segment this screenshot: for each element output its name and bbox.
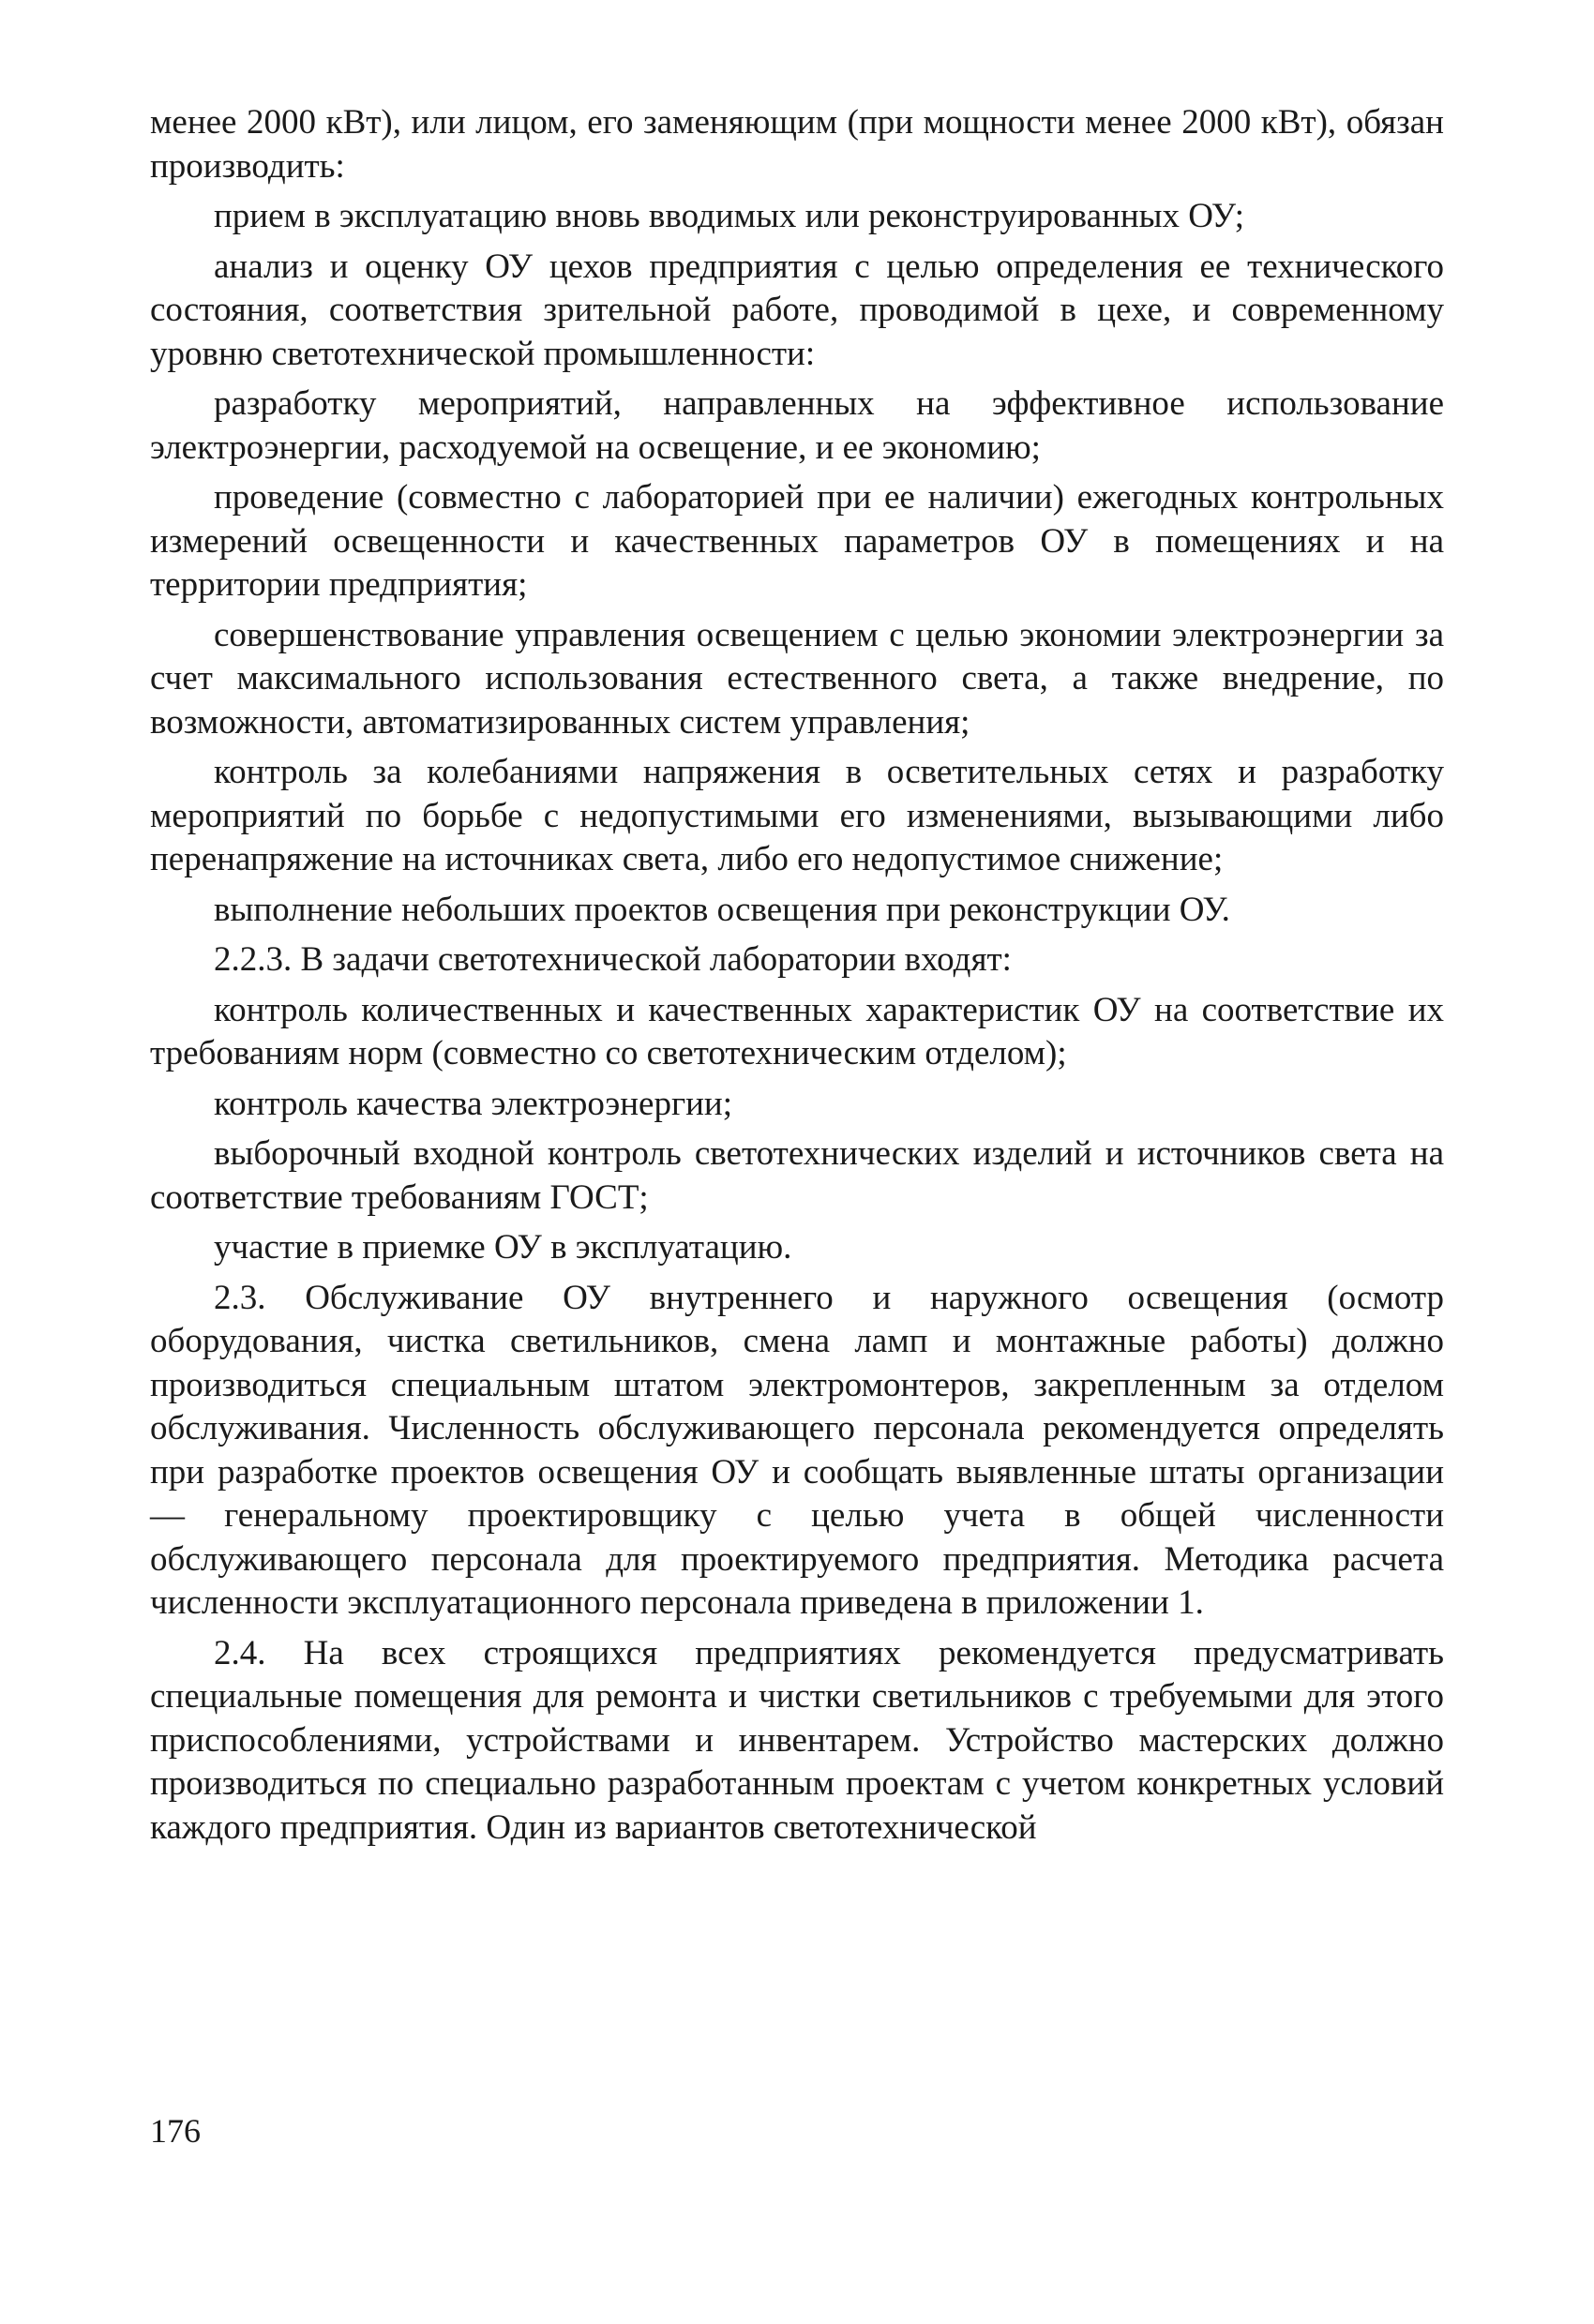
paragraph-section-2-4: 2.4. На всех строящихся предприятиях рекомендуется предусматривать специальные помещения для ремонта и чистки светильников с требуемыми для этого приспособлениями, устройствами и инвентарем. Устройство мастерских должно производиться по специально разработанным проектам с учетом конкретных условий каждого предприятия. Один из вариантов светотехнической — [150, 1633, 1444, 1847]
paragraph-item-input-control: выборочный входной контроль светотехнических изделий и источников света на соответствие требованиям ГОСТ; — [150, 1134, 1444, 1217]
paragraph-item-power-quality: контроль качества электроэнергии; — [214, 1084, 732, 1123]
paragraph-item-acceptance: прием в эксплуатацию вновь вводимых или реконструированных ОУ; — [214, 197, 1244, 235]
paragraph-item-characteristics: контроль количественных и качественных характеристик ОУ на соответствие их требованиям норм (совместно со светотехническим отделом); — [150, 990, 1444, 1072]
paragraph-section-2-2-3: 2.2.3. В задачи светотехнической лаборатории входят: — [214, 940, 1012, 979]
paragraph-item-participation: участие в приемке ОУ в эксплуатацию. — [214, 1228, 792, 1267]
paragraph-item-measures: разработку мероприятий, направленных на эффективное использование электроэнергии, расходуемой на освещение, и ее экономию; — [150, 384, 1444, 467]
paragraph-continuation: менее 2000 кВт), или лицом, его заменяющим (при мощности менее 2000 кВт), обязан производить: — [150, 103, 1444, 186]
paragraph-section-2-3: 2.3. Обслуживание ОУ внутреннего и наружного освещения (осмотр оборудования, чистка светильников, смена ламп и монтажные работы) должно производиться специальным штатом электромонтеров, закрепленным за отделом обслуживания. Численность обслуживающего персонала рекомендуется определять при разработке проектов освещения ОУ и сообщать выявленные штаты организации — генеральному проектировщику с целью учета в общей численности обслуживающего персонала для проектируемого предприятия. Методика расчета численности эксплуатационного персонала приведена в приложении 1. — [150, 1278, 1444, 1622]
paragraph-item-projects: выполнение небольших проектов освещения при реконструкции ОУ. — [214, 890, 1230, 929]
page-number: 176 — [150, 2112, 201, 2150]
paragraph-item-voltage: контроль за колебаниями напряжения в осветительных сетях и разработку мероприятий по борьбе с недопустимыми его изменениями, вызывающими либо перенапряжение на источниках света, либо его недопустимое снижение; — [150, 753, 1444, 878]
page-body — [150, 101, 1444, 1856]
paragraph-item-measurements: проведение (совместно с лабораторией при ее наличии) ежегодных контрольных измерений освещенности и качественных параметров ОУ в помещениях и на территории предприятия; — [150, 478, 1444, 604]
paragraph-item-control-improvement: совершенствование управления освещением с целью экономии электроэнергии за счет максимального использования естественного света, а также внедрение, по возможности, автоматизированных систем управления; — [150, 615, 1444, 742]
paragraph-item-analysis: анализ и оценку ОУ цехов предприятия с целью определения ее технического состояния, соответствия зрительной работе, проводимой в цехе, и современному уровню светотехнической промышленности: — [150, 247, 1444, 373]
